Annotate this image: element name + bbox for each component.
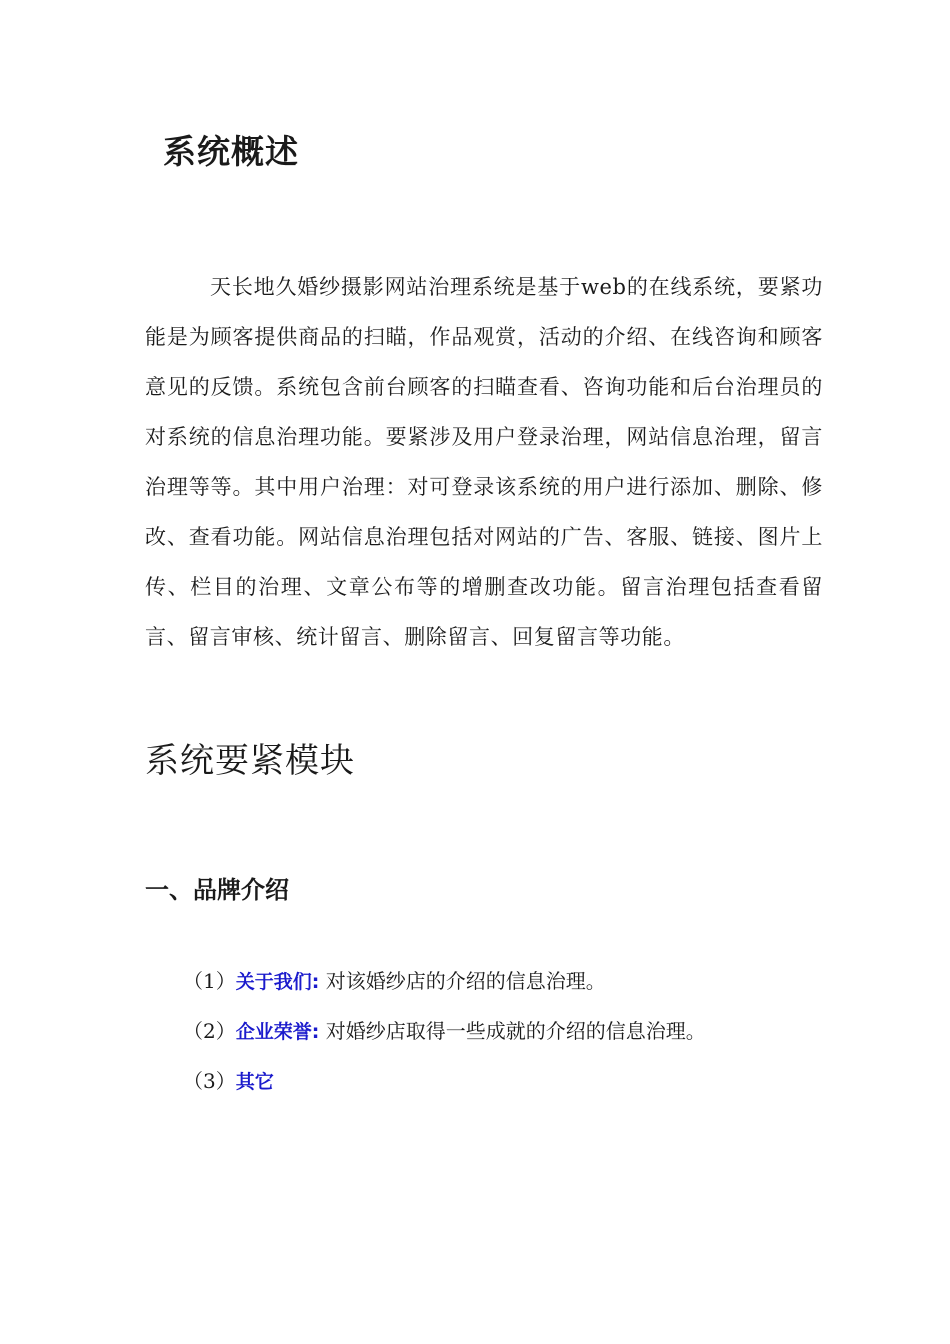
item-number: （1） — [183, 969, 236, 993]
item-title-about-us: 关于我们: — [235, 971, 320, 993]
brand-item-list — [183, 960, 706, 1110]
list-item — [183, 1060, 706, 1110]
brand-heading: 一、品牌介绍 — [145, 876, 289, 904]
item-description: 对该婚纱店的介绍的信息治理。 — [319, 969, 606, 993]
item-description: 对婚纱店取得一些成就的介绍的信息治理。 — [319, 1019, 706, 1043]
modules-heading: 系统要紧模块 — [145, 741, 355, 781]
item-title-other: 其它 — [235, 1071, 274, 1093]
overview-heading: 系统概述 — [163, 132, 299, 171]
item-number: （3） — [183, 1069, 236, 1093]
item-number: （2） — [183, 1019, 236, 1043]
item-title-honors: 企业荣誉: — [235, 1021, 320, 1043]
overview-paragraph: 天长地久婚纱摄影网站治理系统是基于web的在线系统，要紧功能是为顾客提供商品的扫瞄，作品观赏，活动的介绍、在线咨询和顾客意见的反馈。系统包含前台顾客的扫瞄查看、咨询功能和后台治理员的对系统的信息治理功能。要紧涉及用户登录治理，网站信息治理，留言治理等等。其中用户治理：对可登录该系统的用户进行添加、删除、修改、查看功能。网站信息治理包括对网站的广告、客服、链接、图片上传、栏目的治理、文章公布等的增删查改功能。留言治理包括查看留言、留言审核、统计留言、删除留言、回复留言等功能。 — [145, 275, 823, 649]
list-item — [183, 1010, 706, 1060]
list-item — [183, 960, 706, 1010]
